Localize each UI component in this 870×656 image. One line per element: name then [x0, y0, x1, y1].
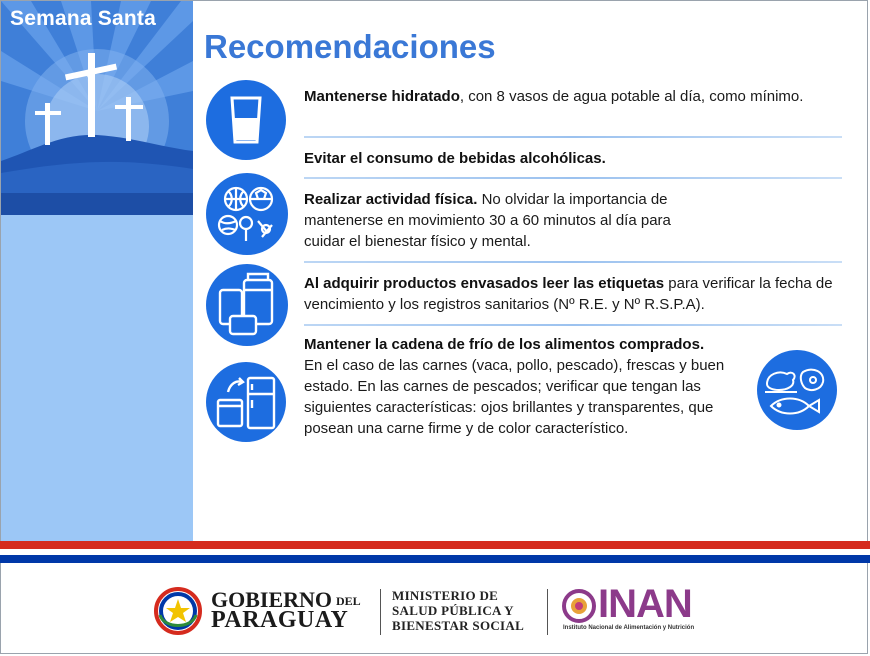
recommendation-bold: Evitar el consumo de bebidas alcohólicas. — [304, 150, 606, 167]
gobierno-text: GOBIERNO — [211, 587, 333, 612]
ministerio-line3: BIENESTAR SOCIAL — [392, 618, 525, 633]
packaged-products-icon — [206, 264, 288, 346]
banner-title: Semana Santa — [10, 7, 156, 30]
separator — [304, 324, 842, 326]
footer — [0, 565, 870, 655]
footer-divider — [547, 589, 548, 635]
sports-equipment-icon — [206, 173, 288, 255]
inan-logo-icon — [562, 589, 596, 623]
refrigerator-icon — [206, 362, 286, 442]
inan-logo-text: INAN — [598, 582, 692, 626]
paraguay-text: PARAGUAY — [211, 607, 349, 633]
recommendation-text: , con 8 vasos de agua potable al día, como mínimo. — [459, 88, 804, 105]
separator — [304, 177, 842, 179]
flag-stripe-blue — [0, 555, 870, 563]
ministerio-line1: MINISTERIO DE — [392, 588, 499, 603]
inan-subtitle: Instituto Nacional de Alimentación y Nutrición — [563, 625, 695, 631]
recommendation-text: para verificar la fecha de vencimiento y los registros sanitarios (Nº R.E. y Nº R.S.P.A). — [304, 275, 833, 313]
meat-fish-icon — [757, 350, 837, 430]
calvary-crosses-illustration — [1, 1, 193, 215]
recommendation-bold: Mantener la cadena de frío de los alimentos comprados. — [304, 336, 705, 353]
footer-divider — [380, 589, 381, 635]
ministerio-line2: SALUD PÚBLICA Y — [392, 603, 514, 618]
recommendation-text: En el caso de las carnes (vaca, pollo, pescado), frescas y buen estado. En las carnes de pescados; verificar que tengan las siguientes características: ojos brillantes y transparentes, que posean una carne firme y de color característico. — [304, 357, 725, 437]
recommendation-hydration — [304, 86, 824, 107]
recommendation-labels — [304, 273, 844, 315]
separator — [304, 261, 842, 263]
left-panel — [1, 1, 193, 541]
recommendation-text: No olvidar la importancia de mantenerse en movimiento 30 a 60 minutos al día para cuidar el bienestar físico y mental. — [304, 191, 671, 250]
water-glass-icon — [206, 80, 286, 160]
separator — [304, 136, 842, 138]
page-title: Recomendaciones — [204, 28, 496, 65]
recommendation-bold: Realizar actividad física. — [304, 191, 478, 208]
recommendation-alcohol — [304, 148, 824, 169]
paraguay-coat-of-arms-icon — [152, 585, 204, 637]
recommendation-bold: Al adquirir productos envasados leer las etiquetas — [304, 275, 665, 292]
gobierno-del-text: DEL — [336, 594, 361, 608]
recommendation-physical-activity — [304, 189, 704, 252]
recommendation-cold-chain — [304, 334, 754, 439]
recommendation-bold: Mantenerse hidratado — [304, 88, 460, 105]
flag-stripe-red — [0, 541, 870, 549]
